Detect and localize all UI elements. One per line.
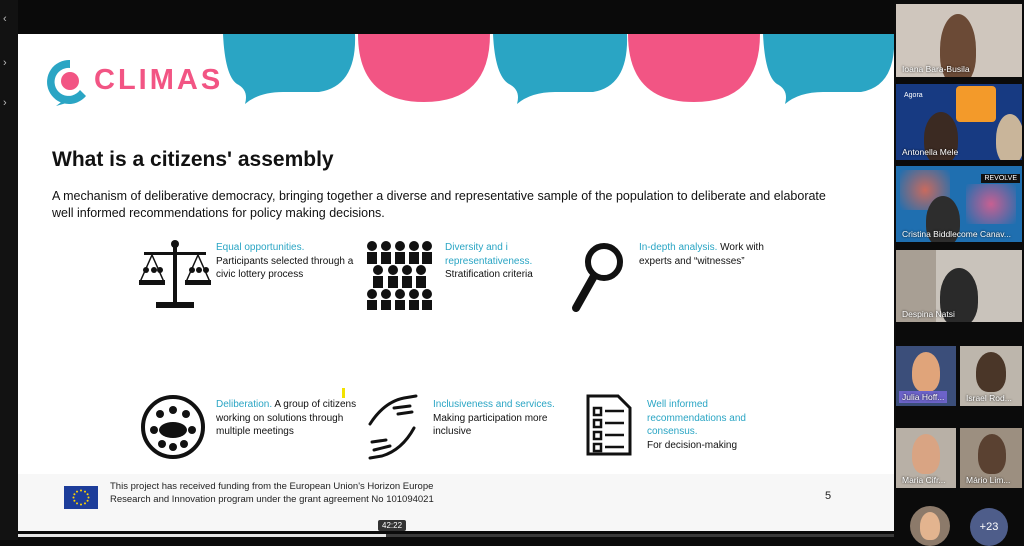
feature-body-line: experts and “witnesses” <box>639 255 745 267</box>
feature-heading: recommendations and <box>647 412 746 424</box>
participant-tile[interactable] <box>960 346 1022 406</box>
feature-heading: Diversity and i <box>445 242 508 253</box>
meeting-top-bar <box>0 0 1024 34</box>
highlight-cursor-mark <box>342 388 345 398</box>
checklist-icon <box>584 392 634 458</box>
feature-body-line: inclusive <box>433 426 472 437</box>
feature-heading: consensus. <box>647 426 698 437</box>
funding-line: This project has received funding from the European Union's Horizon Europe <box>110 481 434 492</box>
header-bubble-cyan-3 <box>763 34 894 106</box>
feature-body-line: For decision-making <box>647 439 738 451</box>
participant-tile[interactable] <box>896 346 956 406</box>
slide-description: A mechanism of deliberative democracy, bringing together a diverse and representative sample of the population to deliberate and elaborate well informed recommendations for policy making decisions. <box>52 189 826 220</box>
participant-video <box>976 352 1006 392</box>
participant-video <box>996 114 1022 160</box>
feature-heading: Deliberation. <box>216 399 273 410</box>
feature-heading: representativeness. <box>445 255 533 267</box>
funding-notice <box>110 480 434 506</box>
diverse-crowd-icon <box>364 238 434 310</box>
participant-name: Ioana Bara-Busila <box>902 64 970 74</box>
participant-avatar[interactable] <box>910 506 950 546</box>
feature-heading: Inclusiveness and services. <box>433 399 555 410</box>
scales-of-justice-icon <box>136 238 214 314</box>
magnifying-glass-icon <box>570 240 626 314</box>
participant-tile[interactable] <box>960 428 1022 488</box>
video-progress-fill <box>18 534 386 537</box>
background-graphic <box>956 86 996 122</box>
header-bubble-cyan-2 <box>493 34 633 106</box>
menu-arrow-icon[interactable]: › <box>3 97 7 109</box>
helping-hands-icon <box>364 394 422 460</box>
participant-video <box>920 512 940 540</box>
header-circle-pink-1 <box>358 34 490 106</box>
participant-name: Julia Hoff... <box>899 391 947 403</box>
menu-arrow-icon[interactable]: › <box>3 57 7 69</box>
feature-heading: Equal opportunities. <box>216 242 305 253</box>
participant-name: Antonella Mele <box>902 147 959 157</box>
participant-tile[interactable] <box>896 84 1022 160</box>
timestamp-tooltip: 42:22 <box>378 520 406 531</box>
side-panel-strip <box>0 0 18 540</box>
participant-name: Mário Lim... <box>966 475 1011 485</box>
participant-tile[interactable] <box>896 428 956 488</box>
round-table-meeting-icon <box>140 394 206 460</box>
more-participants-button[interactable]: +23 <box>970 508 1008 546</box>
feature-body-line: Participants selected through a <box>216 255 354 267</box>
feature-heading: In-depth analysis. <box>639 242 718 253</box>
header-circle-pink-2 <box>628 34 760 106</box>
participant-name: Despina Natsi <box>902 309 955 319</box>
feature-body-line: Making participation more <box>433 412 548 424</box>
feature-recommendations <box>647 398 746 452</box>
revolve-badge: REVOLVE <box>981 174 1020 183</box>
feature-body-line: Stratification criteria <box>445 269 533 280</box>
feature-deliberation <box>216 398 356 439</box>
feature-body-line: multiple meetings <box>216 426 294 437</box>
participant-video <box>912 434 940 474</box>
feature-body-inline: A group of citizens <box>272 399 357 410</box>
feature-inclusiveness <box>433 398 555 439</box>
agora-logo: Agora <box>904 92 923 99</box>
feature-in-depth-analysis <box>639 241 764 268</box>
climas-logo-icon <box>40 56 100 106</box>
participant-tile[interactable] <box>896 4 1022 77</box>
feature-equal-opportunities <box>216 241 353 282</box>
header-bubble-cyan-1 <box>223 34 363 106</box>
slide-title: What is a citizens' assembly <box>52 148 334 171</box>
participant-tile[interactable] <box>896 250 1022 322</box>
shared-presentation-slide <box>18 34 894 531</box>
participant-name: Cristina Biddlecome Canav... <box>902 229 1011 239</box>
participant-video <box>978 434 1006 474</box>
eu-flag-icon <box>64 486 98 509</box>
feature-diversity <box>445 241 533 282</box>
participant-name: Israel Rod... <box>966 393 1012 403</box>
participant-tile[interactable] <box>896 166 1022 242</box>
participant-video <box>912 352 940 392</box>
brand-name: CLIMAS <box>94 64 224 96</box>
funding-line: Research and Innovation program under the grant agreement No 101094021 <box>110 494 434 505</box>
collapse-chevron-icon[interactable]: ‹ <box>3 13 7 25</box>
slide-page-number: 5 <box>825 490 832 502</box>
background-graphic <box>966 184 1016 224</box>
feature-body-inline: Work with <box>717 242 764 253</box>
feature-body-line: working on solutions through <box>216 412 344 424</box>
feature-heading: Well informed <box>647 399 708 410</box>
feature-body-line: civic lottery process <box>216 269 304 280</box>
participant-name: Maria Cifr... <box>902 475 946 485</box>
